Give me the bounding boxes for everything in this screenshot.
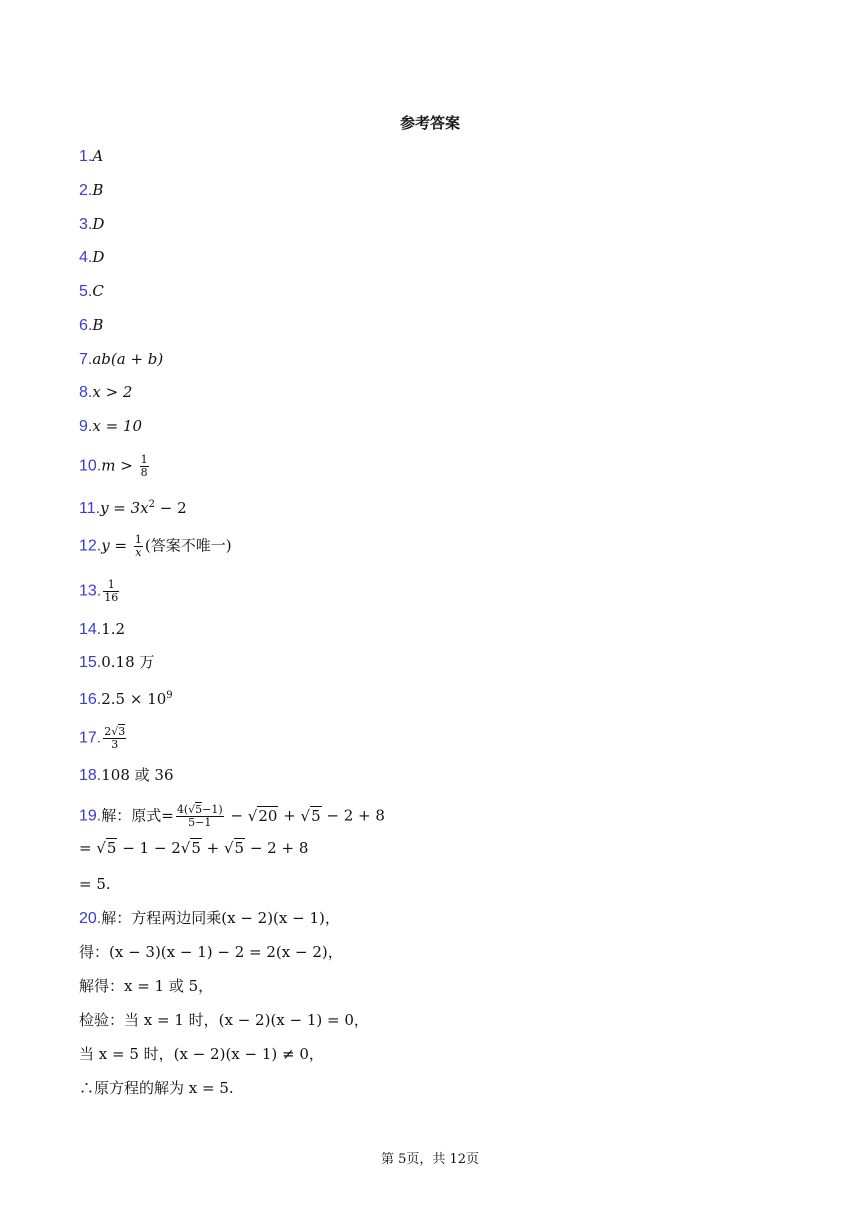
answer-12: 12.y = $\frac{1}{x}$ (答案不唯一): [79, 533, 232, 559]
answer-1: 1.A: [79, 147, 104, 165]
answer-14: 14.1.2: [79, 620, 126, 638]
answer-3: 3.D: [79, 215, 105, 233]
answer-11: $11.y = 3x^2 - 2$: [79, 499, 187, 517]
q19-line-2: = √5 − 1 − 2√5 + √5 − 2 + 8: [79, 839, 309, 857]
q20-line-5: 当 x = 5 时，(x − 2)(x − 1) ≠ 0，: [79, 1045, 324, 1063]
q20-line-1: 20.解：方程两边同乘(x − 2)(x − 1)，: [79, 909, 340, 927]
page-title: 参考答案: [399, 114, 460, 132]
fraction: $\frac{1}{x}$: [134, 533, 142, 559]
answer-2: 2.B: [79, 181, 104, 199]
fraction: $\frac{1}{8}$: [140, 453, 148, 479]
q20-line-2: 得：(x − 3)(x − 1) − 2 = 2(x − 2)，: [79, 943, 343, 961]
answer-10: 10.m > $\frac{1}{8}$: [79, 453, 148, 479]
q20-line-3: 解得：x = 1 或 5，: [79, 977, 214, 995]
page-footer: 第 5页，共 12页: [380, 1152, 480, 1167]
answer-16: $16.2.5 \times 10^9$: [79, 690, 173, 708]
answer-15: 15.0.18 万: [79, 653, 155, 671]
answer-18: 18.108 或 36: [79, 766, 174, 784]
radical: √5: [96, 839, 117, 857]
radical: √5: [300, 806, 321, 825]
answer-9: 9.x = 10: [79, 417, 142, 435]
fraction: $\frac{2√3}{3}$: [104, 725, 126, 751]
answer-6: 6.B: [79, 316, 104, 334]
answer-5: 5.C: [79, 282, 104, 300]
q20-line-4: 检验：当 x = 1 时，(x − 2)(x − 1) = 0，: [79, 1011, 369, 1029]
radical: √20: [247, 806, 278, 825]
answer-4: 4.D: [79, 248, 105, 266]
answer-7: 7.ab(a + b): [79, 350, 164, 368]
fraction: $\frac{4(√5-1)}{5-1}$: [176, 803, 223, 829]
fraction: $\frac{1}{16}$: [104, 578, 119, 604]
radical: √5: [223, 839, 245, 857]
answer-8: 8.x > 2: [79, 383, 133, 401]
q20-line-6: ∴原方程的解为 x = 5.: [79, 1079, 234, 1097]
q19-line-3: = 5.: [79, 875, 111, 893]
radical: √5: [180, 839, 201, 857]
answer-13: 13. $\frac{1}{16}$: [79, 578, 119, 604]
answer-17: 17. $\frac{2√3}{3}$: [79, 725, 126, 751]
q19-line-1: 19.解：原式= $\frac{4(√5-1)}{5-1}$ − √20 + √5 − 2 + 8: [79, 803, 385, 829]
